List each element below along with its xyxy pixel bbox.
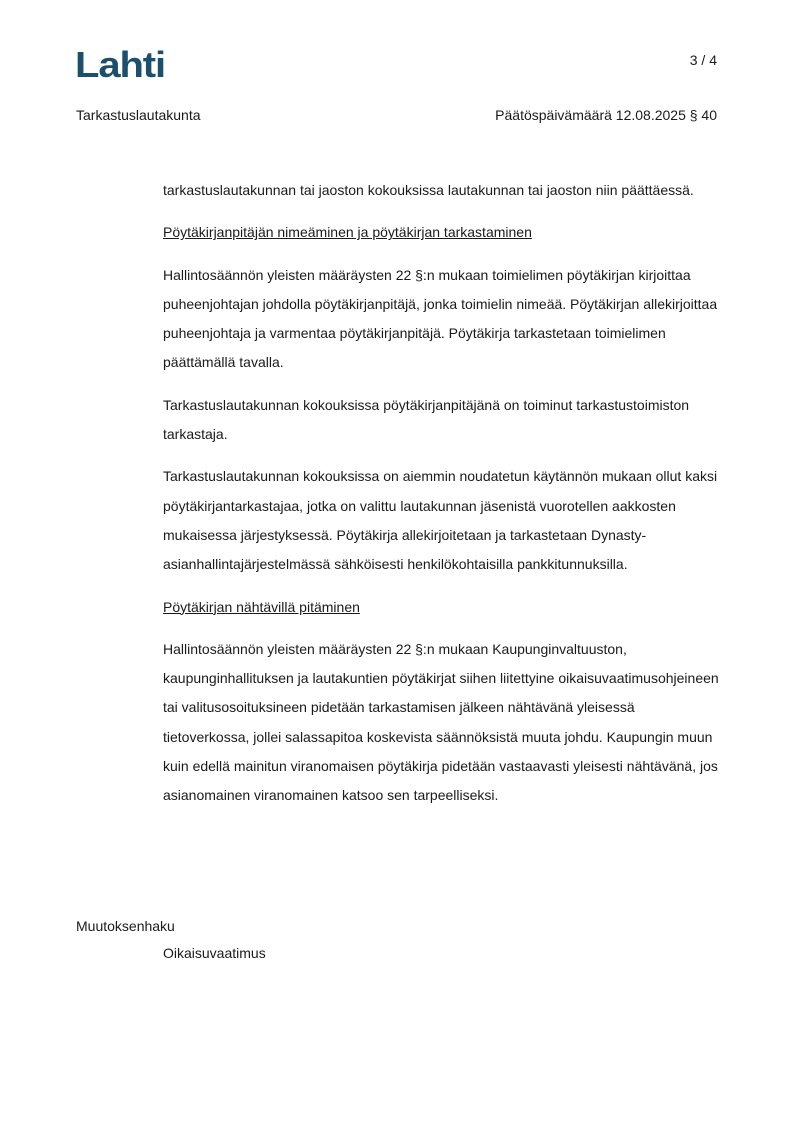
- paragraph: tarkastuslautakunnan tai jaoston kokouksissa lautakunnan tai jaoston niin päättäessä.: [163, 182, 694, 198]
- committee-name: Tarkastuslautakunta: [76, 107, 201, 123]
- section-heading: Pöytäkirjanpitäjän nimeäminen ja pöytäkirjan tarkastaminen: [163, 224, 532, 241]
- paragraph: Hallintosäännön yleisten määräysten 22 §:n mukaan toimielimen pöytäkirjan kirjoittaa puheenjohtajan johdolla pöytäkirjanpitäjä, jonka toimielin nimeää. Pöytäkirjan allekirjoittaa puheenjohtaja ja varmentaa pöytäkirjanpitäjä. Pöytäkirja tarkastetaan toimielimen päättämällä tavalla.: [163, 266, 718, 371]
- paragraph: Tarkastuslautakunnan kokouksissa pöytäkirjanpitäjänä on toiminut tarkastustoimiston tarkastaja.: [163, 396, 690, 443]
- lahti-logo: [75, 46, 167, 82]
- appeal-type-label: Oikaisuvaatimus: [163, 945, 266, 961]
- document-body: [163, 176, 723, 824]
- decision-date: Päätöspäivämäärä 12.08.2025 § 40: [495, 107, 717, 123]
- page-number: 3 / 4: [689, 52, 717, 68]
- paragraph: Hallintosäännön yleisten määräysten 22 §:n mukaan Kaupunginvaltuuston, kaupunginhallituksen ja lautakuntien pöytäkirjat siihen liitettyine oikaisuvaatimusohjeineen tai valitusosoituksineen pidetään tarkastamisen jälkeen nähtävänä yleisessä tietoverkossa, jollei salassapitoa koskevista säännöksistä muuta johdu. Kaupungin muun kuin edellä mainitun viranomaisen pöytäkirja pidetään vastaavasti yleisesti nähtävänä, jos asianomainen viranomainen katsoo sen tarpeelliseksi.: [163, 640, 719, 804]
- paragraph: Tarkastuslautakunnan kokouksissa on aiemmin noudatetun käytännön mukaan ollut kaksi pöytäkirjantarkastajaa, jotka on valittu lautakunnan jäsenistä vuorotellen aakkosten mukaisessa järjestyksessä. Pöytäkirja allekirjoitetaan ja tarkastetaan Dynasty-asianhallintajärjestelmässä sähköisesti henkilökohtaisilla pankkitunnuksilla.: [163, 468, 718, 573]
- appeal-section-label: Muutoksenhaku: [76, 918, 175, 934]
- section-heading: Pöytäkirjan nähtävillä pitäminen: [163, 598, 360, 615]
- logo-text: Lahti: [75, 46, 165, 82]
